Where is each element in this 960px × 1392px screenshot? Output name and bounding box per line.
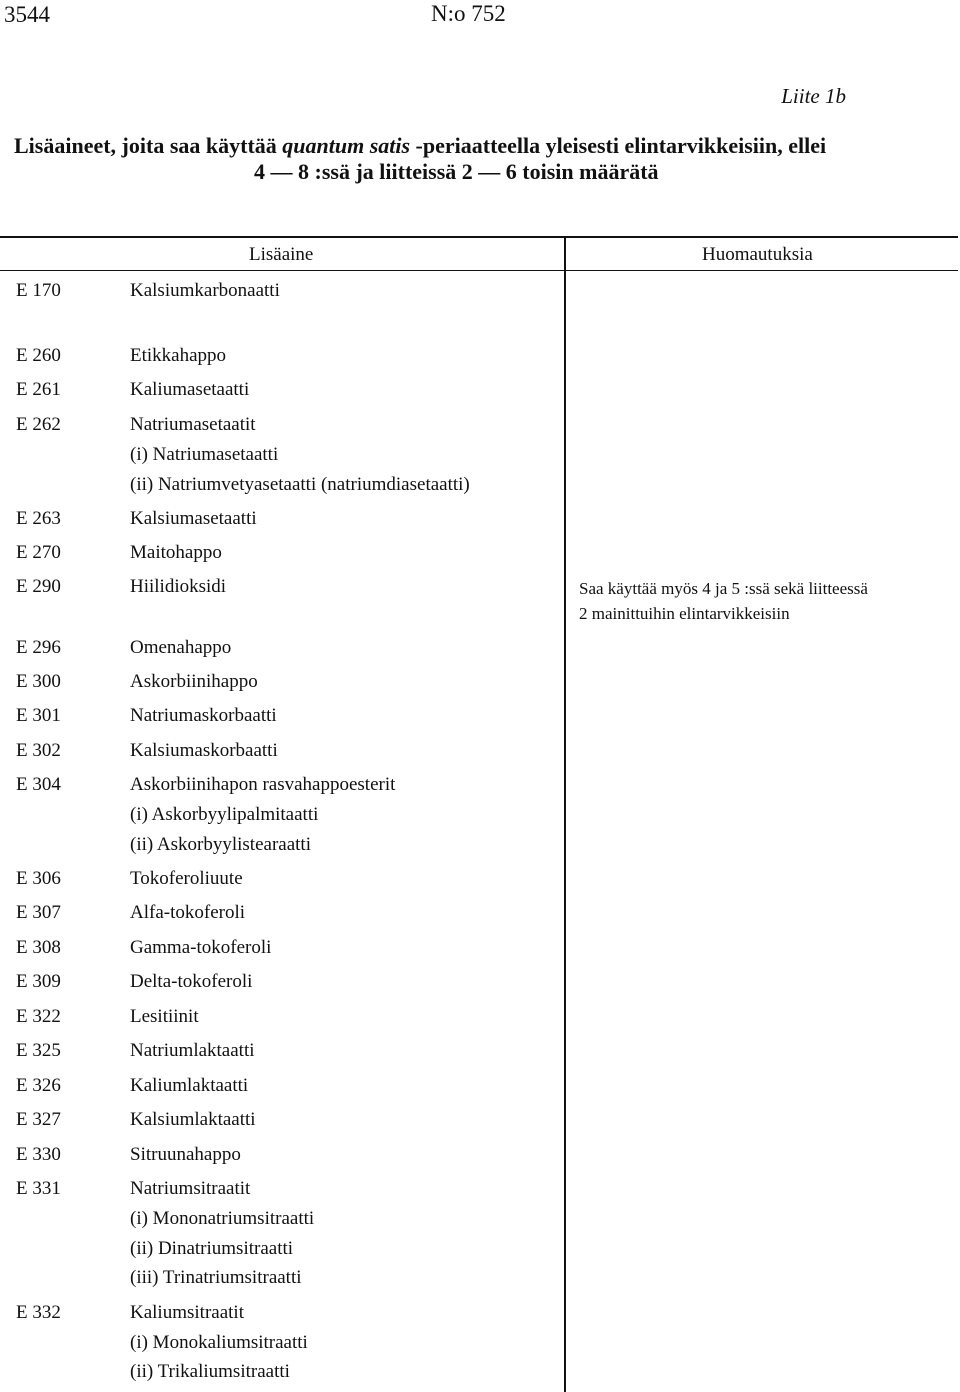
additive-code: E 325 xyxy=(16,1040,61,1061)
additive-code: E 262 xyxy=(16,414,61,435)
additive-name: Omenahappo xyxy=(130,637,232,658)
additive-name: Askorbiinihapon rasvahappoesterit xyxy=(130,774,396,795)
additive-subitem: (i) Natriumasetaatti xyxy=(130,444,279,465)
additive-code: E 309 xyxy=(16,971,61,992)
appendix-label: Liite 1b xyxy=(781,84,846,108)
title-part2: -periaatteella yleisesti elintarvikkeisiin, ellei xyxy=(410,133,827,158)
additive-name: Tokoferoliuute xyxy=(130,868,243,889)
additive-code: E 290 xyxy=(16,576,61,597)
additive-name: Kalsiumlaktaatti xyxy=(130,1109,256,1130)
additive-code: E 260 xyxy=(16,345,61,366)
column-header-additive: Lisäaine xyxy=(249,244,314,265)
additive-name: Kalsiumkarbonaatti xyxy=(130,280,280,301)
title-line2: 4 — 8 :ssä ja liitteissä 2 — 6 toisin määrätä xyxy=(254,159,659,184)
additive-subitem: (ii) Natriumvetyasetaatti (natriumdiasetaatti) xyxy=(130,474,470,495)
additive-code: E 296 xyxy=(16,637,61,658)
additive-code: E 302 xyxy=(16,740,61,761)
additive-code: E 300 xyxy=(16,671,61,692)
table-top-rule xyxy=(0,236,958,238)
additive-code: E 307 xyxy=(16,902,61,923)
additive-name: Alfa-tokoferoli xyxy=(130,902,246,923)
additive-name: Kaliumlaktaatti xyxy=(130,1075,249,1096)
additive-name: Gamma-tokoferoli xyxy=(130,937,272,958)
additive-name: Sitruunahappo xyxy=(130,1144,241,1165)
additive-code: E 326 xyxy=(16,1075,61,1096)
page-number: 3544 xyxy=(4,2,50,27)
additive-name: Kalsiumasetaatti xyxy=(130,508,257,529)
additive-name: Natriumlaktaatti xyxy=(130,1040,255,1061)
additive-code: E 322 xyxy=(16,1006,61,1027)
additive-code: E 270 xyxy=(16,542,61,563)
page-title xyxy=(14,133,954,185)
remark-line: Saa käyttää myös 4 ja 5 :ssä sekä liitteessä xyxy=(579,579,868,598)
additive-code: E 308 xyxy=(16,937,61,958)
document-number: N:o 752 xyxy=(431,1,506,26)
additive-name: Etikkahappo xyxy=(130,345,227,366)
additive-subitem: (iii) Trinatriumsitraatti xyxy=(130,1267,302,1288)
additive-name: Askorbiinihappo xyxy=(130,671,258,692)
additive-code: E 331 xyxy=(16,1178,61,1199)
additive-name: Natriumasetaatit xyxy=(130,414,256,435)
title-part1: Lisäaineet, joita saa käyttää xyxy=(14,133,283,158)
additive-code: E 327 xyxy=(16,1109,61,1130)
remark-line: 2 mainittuihin elintarvikkeisiin xyxy=(579,604,790,623)
additive-name: Natriumsitraatit xyxy=(130,1178,251,1199)
additive-name: Kaliumasetaatti xyxy=(130,379,250,400)
table-column-divider xyxy=(564,236,566,1392)
additive-code: E 304 xyxy=(16,774,61,795)
additive-subitem: (ii) Dinatriumsitraatti xyxy=(130,1238,294,1259)
additive-name: Kalsiumaskorbaatti xyxy=(130,740,278,761)
additive-name: Maitohappo xyxy=(130,542,222,563)
additive-code: E 330 xyxy=(16,1144,61,1165)
additive-subitem: (i) Monokaliumsitraatti xyxy=(130,1332,308,1353)
additive-name: Lesitiinit xyxy=(130,1006,199,1027)
additive-code: E 332 xyxy=(16,1302,61,1323)
additive-subitem: (i) Askorbyylipalmitaatti xyxy=(130,804,319,825)
additive-code: E 170 xyxy=(16,280,61,301)
additive-subitem: (ii) Askorbyylistearaatti xyxy=(130,834,311,855)
additive-code: E 306 xyxy=(16,868,61,889)
additive-subitem: (i) Mononatriumsitraatti xyxy=(130,1208,315,1229)
column-header-remarks: Huomautuksia xyxy=(702,244,813,265)
title-italic: quantum satis xyxy=(282,133,411,158)
additive-name: Kaliumsitraatit xyxy=(130,1302,244,1323)
additive-code: E 301 xyxy=(16,705,61,726)
table-header-rule xyxy=(0,270,958,271)
additive-code: E 261 xyxy=(16,379,61,400)
additive-name: Hiilidioksidi xyxy=(130,576,227,597)
additive-code: E 263 xyxy=(16,508,61,529)
additive-name: Delta-tokoferoli xyxy=(130,971,253,992)
additive-subitem: (ii) Trikaliumsitraatti xyxy=(130,1361,290,1382)
additive-name: Natriumaskorbaatti xyxy=(130,705,277,726)
